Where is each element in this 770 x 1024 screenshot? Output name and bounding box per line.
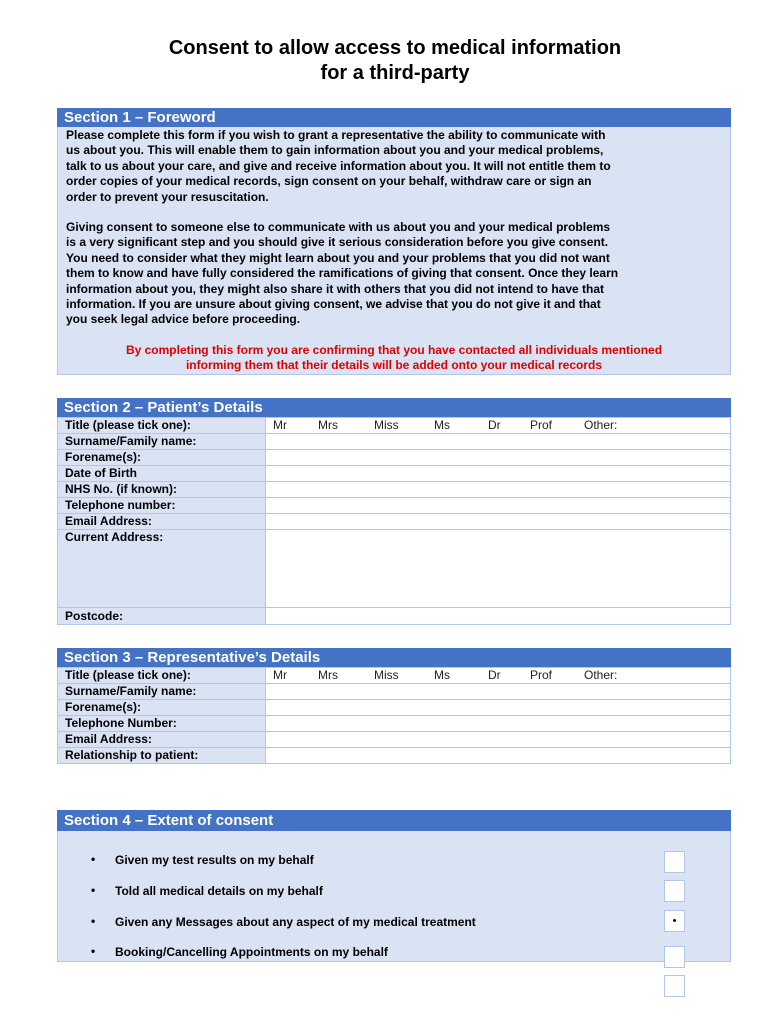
section-1-foreword <box>57 108 731 375</box>
title-option-mrs[interactable]: Mrs <box>318 418 338 432</box>
patient-details-table <box>57 417 731 625</box>
email-field[interactable] <box>266 514 731 530</box>
table-row <box>58 482 731 498</box>
relationship-field[interactable] <box>266 748 731 764</box>
consent-option-label: Given my test results on my behalf <box>115 853 314 867</box>
rep-surname-label: Surname/Family name: <box>58 684 266 700</box>
table-row <box>58 732 731 748</box>
consent-warning <box>58 343 730 374</box>
forename-field[interactable] <box>266 450 731 466</box>
bullet-icon: • <box>91 852 96 866</box>
warning-line: By completing this form you are confirming that you have contacted all individuals mentioned <box>125 342 663 357</box>
bullet-icon: • <box>91 914 96 928</box>
bullet-icon: • <box>91 944 96 958</box>
document-title <box>0 36 770 86</box>
title-option-miss[interactable]: Miss <box>374 418 399 432</box>
check-mark-icon: • <box>672 915 677 927</box>
paragraph-line: is a very significant step and you should give it serious consideration before you give consent. <box>66 235 609 250</box>
section-2-patient-details <box>57 398 731 625</box>
consent-option-label: Told all medical details on my behalf <box>115 884 323 898</box>
dob-label: Date of Birth <box>58 466 266 482</box>
consent-checkbox[interactable] <box>664 851 685 873</box>
table-row <box>58 418 731 434</box>
address-field[interactable] <box>266 530 731 608</box>
email-label: Email Address: <box>58 514 266 530</box>
rep-title-option-mr[interactable]: Mr <box>273 668 287 682</box>
title-label: Title (please tick one): <box>58 418 266 434</box>
section-3-representative-details <box>57 648 731 764</box>
paragraph-line: order to prevent your resuscitation. <box>66 189 269 204</box>
consent-options <box>57 831 731 962</box>
surname-field[interactable] <box>266 434 731 450</box>
title-option-mr[interactable]: Mr <box>273 418 287 432</box>
consent-checkbox[interactable] <box>664 910 685 932</box>
rep-title-option-prof[interactable]: Prof <box>530 668 553 682</box>
foreword-body <box>57 127 731 375</box>
paragraph-line: You need to consider what they might learn about you and your problems that you did not want <box>66 250 610 265</box>
postcode-field[interactable] <box>266 608 731 625</box>
telephone-field[interactable] <box>266 498 731 514</box>
consent-option-label: Booking/Cancelling Appointments on my behalf <box>115 945 388 959</box>
table-row <box>58 716 731 732</box>
table-row <box>58 450 731 466</box>
postcode-label: Postcode: <box>58 608 266 625</box>
rep-email-label: Email Address: <box>58 732 266 748</box>
rep-title-options <box>266 668 731 684</box>
paragraph-line: us about you. This will enable them to gain information about you and your medical problems, <box>66 143 604 158</box>
paragraph-line: Giving consent to someone else to communicate with us about you and your medical problems <box>66 220 611 235</box>
section-2-heading: Section 2 – Patient’s Details <box>57 398 731 417</box>
table-row <box>58 748 731 764</box>
paragraph-line: talk to us about your care, and give and receive information about you. It will not entitle them to <box>66 158 611 173</box>
rep-title-option-other[interactable]: Other: <box>584 668 618 682</box>
rep-title-label: Title (please tick one): <box>58 668 266 684</box>
rep-email-field[interactable] <box>266 732 731 748</box>
rep-title-option-mrs[interactable]: Mrs <box>318 668 338 682</box>
section-4-heading: Section 4 – Extent of consent <box>57 810 731 831</box>
spare-checkbox[interactable] <box>664 975 685 997</box>
section-3-heading: Section 3 – Representative’s Details <box>57 648 731 667</box>
rep-title-option-miss[interactable]: Miss <box>374 668 399 682</box>
paragraph-line: information about you, they might also share it with others that you did not intend to have that <box>66 281 605 296</box>
consent-option-label: Given any Messages about any aspect of my medical treatment <box>115 915 476 929</box>
title-option-ms[interactable]: Ms <box>434 418 450 432</box>
nhs-number-label: NHS No. (if known): <box>58 482 266 498</box>
section-4-extent-of-consent <box>57 810 731 962</box>
address-label: Current Address: <box>58 530 266 608</box>
representative-details-table <box>57 667 731 764</box>
forename-label: Forename(s): <box>58 450 266 466</box>
paragraph-line: you seek legal advice before proceeding. <box>66 312 301 327</box>
title-options <box>266 418 731 434</box>
rep-telephone-label: Telephone Number: <box>58 716 266 732</box>
paragraph-line: Please complete this form if you wish to grant a representative the ability to communicate with <box>66 128 606 142</box>
title-option-dr[interactable]: Dr <box>488 418 501 432</box>
rep-title-option-ms[interactable]: Ms <box>434 668 450 682</box>
bullet-icon: • <box>91 883 96 897</box>
table-row <box>58 466 731 482</box>
rep-title-option-dr[interactable]: Dr <box>488 668 501 682</box>
paragraph-line: information. If you are unsure about giving consent, we advise that you do not give it and that <box>66 297 601 312</box>
title-line-1: Consent to allow access to medical information <box>168 37 622 59</box>
foreword-paragraph-1 <box>58 128 730 205</box>
telephone-label: Telephone number: <box>58 498 266 514</box>
paragraph-line: order copies of your medical records, sign consent on your behalf, withdraw care or sign an <box>66 174 592 189</box>
table-row <box>58 498 731 514</box>
table-row <box>58 530 731 608</box>
table-row <box>58 434 731 450</box>
foreword-paragraph-2 <box>58 220 730 328</box>
dob-field[interactable] <box>266 466 731 482</box>
rep-forename-field[interactable] <box>266 700 731 716</box>
warning-line: informing them that their details will be added onto your medical records <box>185 358 603 373</box>
title-line-2: for a third-party <box>320 62 470 84</box>
rep-surname-field[interactable] <box>266 684 731 700</box>
table-row <box>58 668 731 684</box>
table-row <box>58 684 731 700</box>
table-row <box>58 700 731 716</box>
paragraph-line: them to know and have fully considered the ramifications of giving that consent. Once they learn <box>66 266 619 281</box>
relationship-label: Relationship to patient: <box>58 748 266 764</box>
rep-telephone-field[interactable] <box>266 716 731 732</box>
title-option-other[interactable]: Other: <box>584 418 618 432</box>
nhs-number-field[interactable] <box>266 482 731 498</box>
surname-label: Surname/Family name: <box>58 434 266 450</box>
table-row <box>58 514 731 530</box>
table-row <box>58 608 731 625</box>
consent-checkbox[interactable] <box>664 946 685 968</box>
title-option-prof[interactable]: Prof <box>530 418 553 432</box>
rep-forename-label: Forename(s): <box>58 700 266 716</box>
section-1-heading: Section 1 – Foreword <box>57 108 731 127</box>
consent-checkbox[interactable] <box>664 880 685 902</box>
